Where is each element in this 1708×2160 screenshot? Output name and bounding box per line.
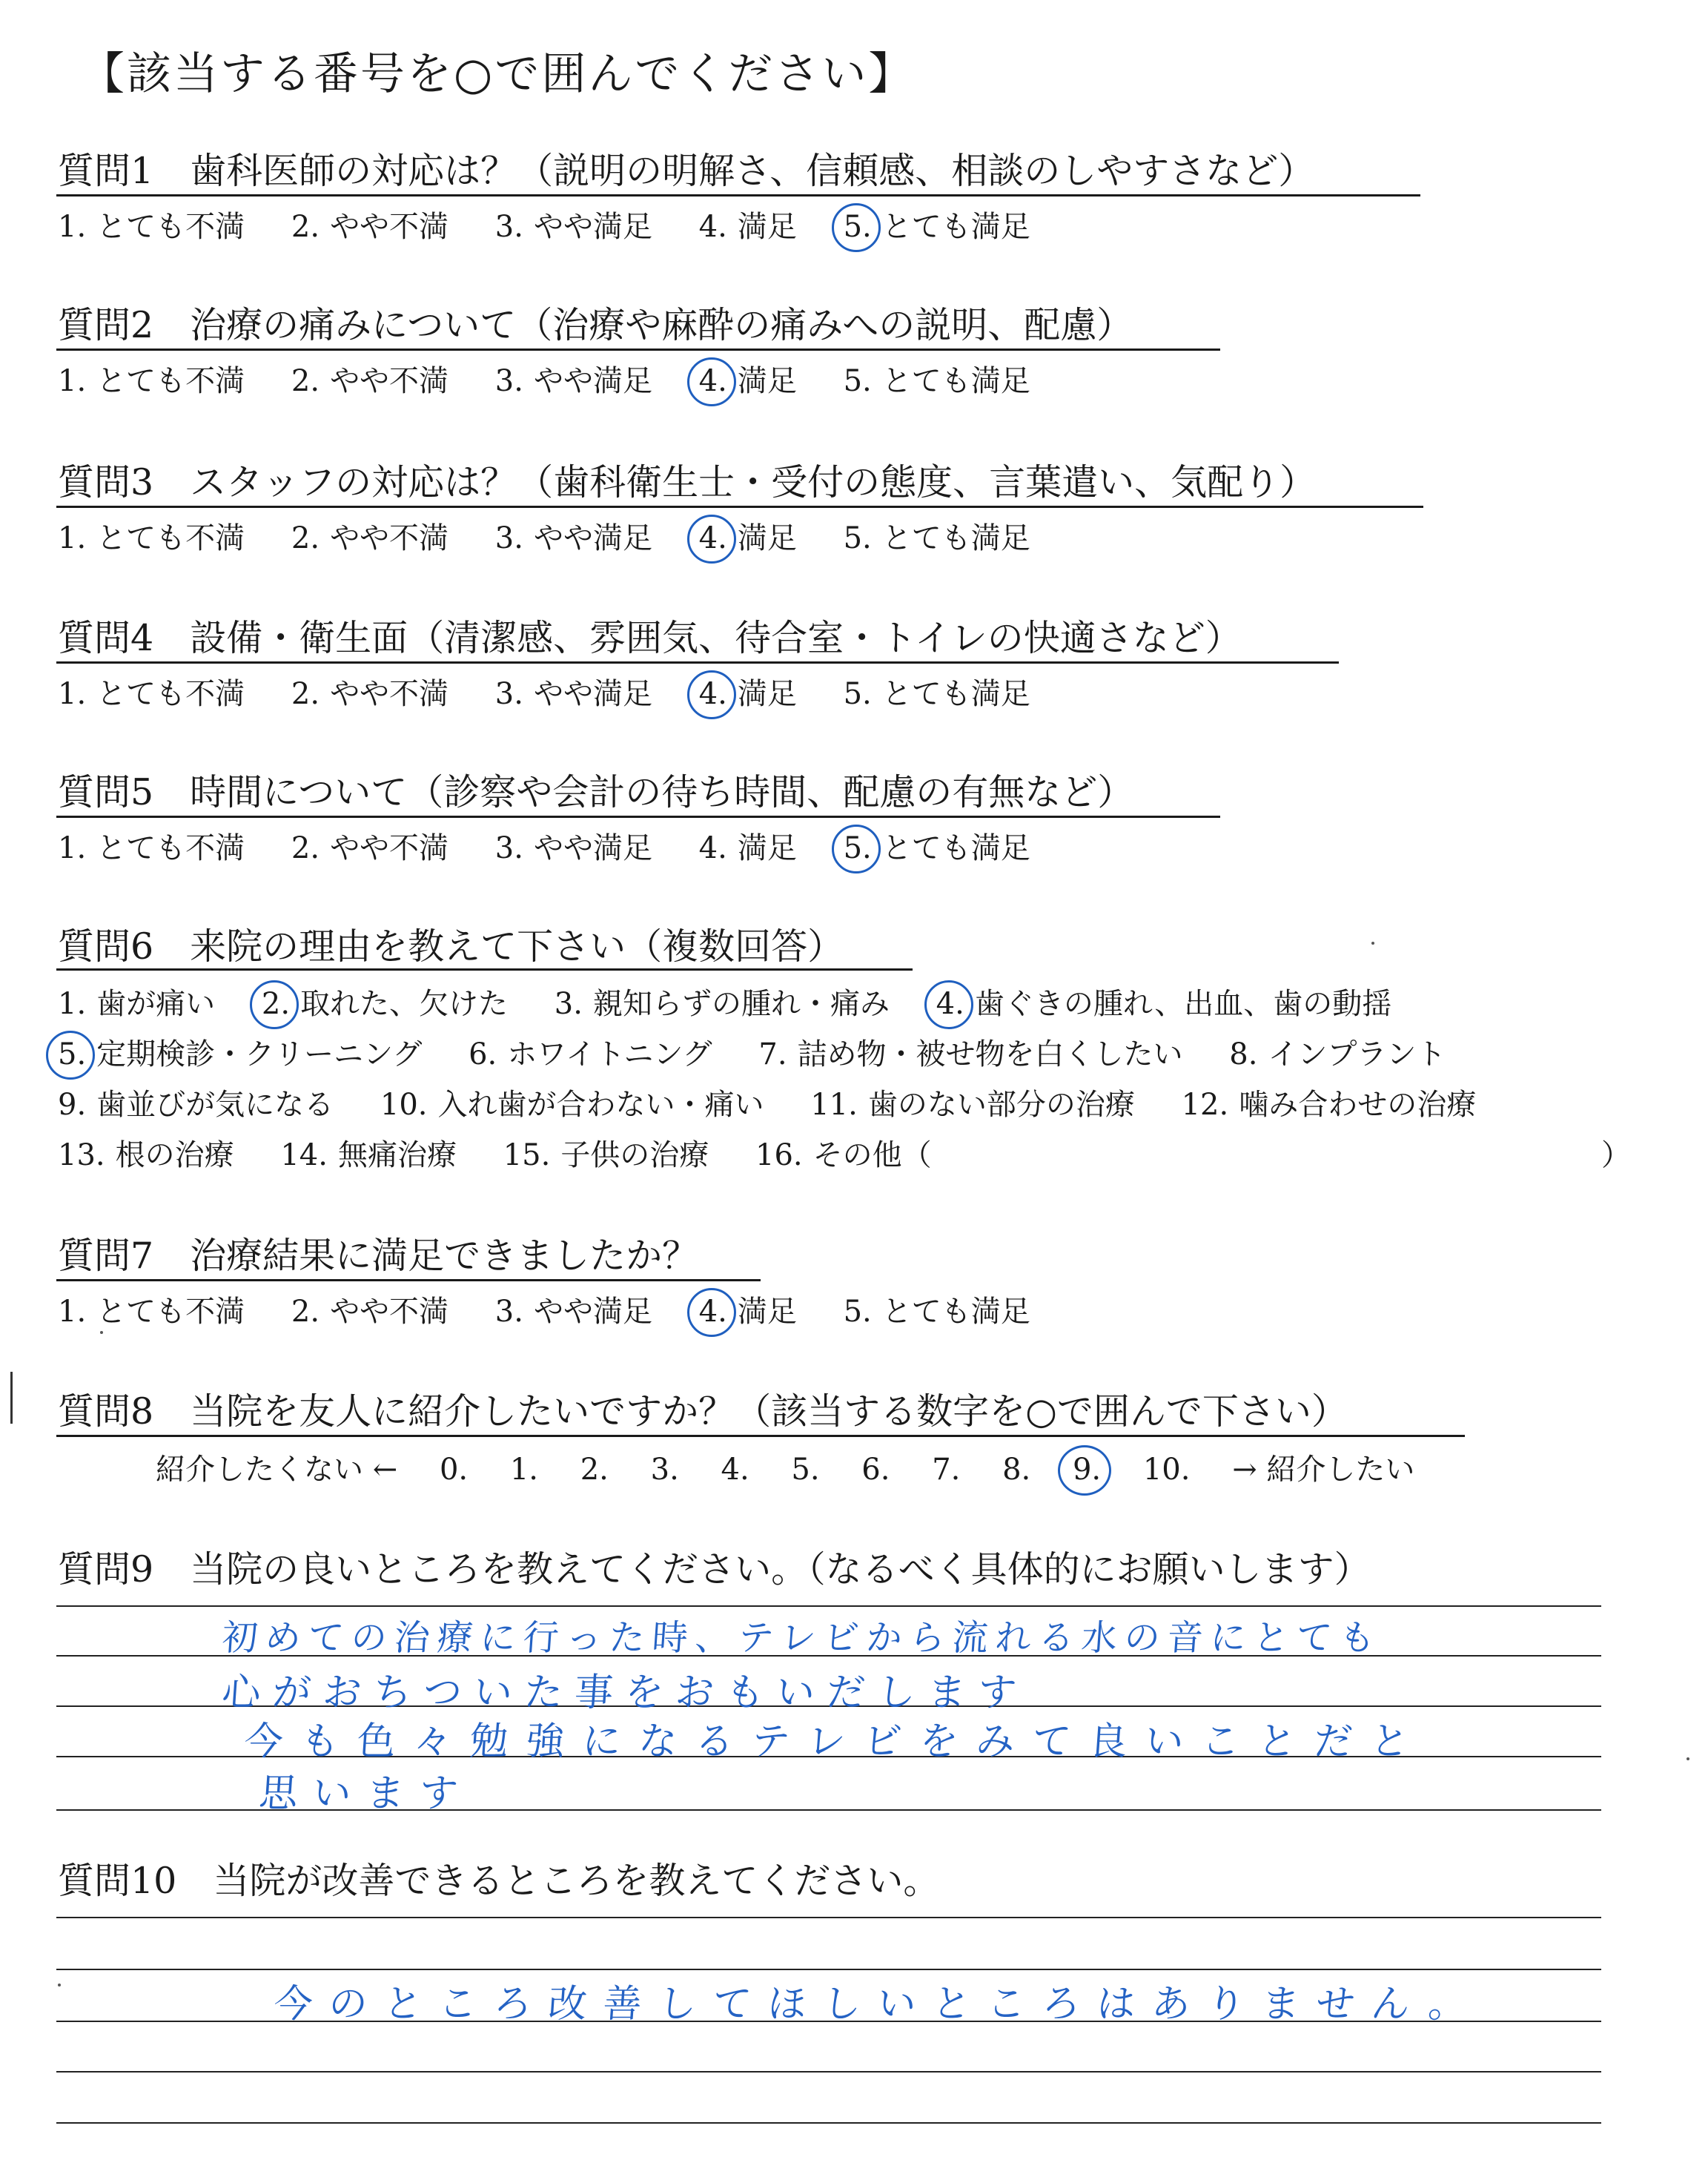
q8-value-0[interactable]: 0.: [439, 1453, 469, 1487]
q6-option-8[interactable]: 8. インプラント: [1229, 1037, 1446, 1071]
margin-mark: [10, 1372, 13, 1424]
question-5-options: [58, 825, 1068, 867]
q4-option-4-selected[interactable]: 4. 満足: [698, 677, 797, 711]
q8-left-label: 紹介したくない ←: [156, 1453, 398, 1487]
q2-option-2[interactable]: 2. やや不満: [291, 364, 449, 398]
q6-other-close-paren: ）: [1601, 1138, 1631, 1172]
question-6-heading: 質問6 来院の理由を教えて下さい（複数回答）: [58, 925, 844, 968]
q9-ruled-line-1: [56, 1605, 1601, 1607]
question-2-options: [58, 357, 1068, 400]
question-5-underline: [56, 816, 1220, 818]
q6-option-13[interactable]: 13. 根の治療: [58, 1138, 234, 1172]
question-6-row-4: [58, 1132, 969, 1174]
question-6-row-1: [58, 980, 1429, 1023]
q3-option-2[interactable]: 2. やや不満: [291, 521, 449, 555]
q6-option-12[interactable]: 12. 噛み合わせの治療: [1181, 1088, 1477, 1122]
q5-option-1[interactable]: 1. とても不満: [58, 831, 245, 865]
question-7-underline: [56, 1279, 761, 1281]
q8-value-10[interactable]: 10.: [1142, 1453, 1191, 1487]
q3-option-4-selected[interactable]: 4. 満足: [698, 521, 797, 555]
scan-speck: [58, 1984, 61, 1986]
q6-option-9[interactable]: 9. 歯並びが気になる: [58, 1088, 334, 1122]
question-9-heading: 質問9 当院の良いところを教えてください。（なるべく具体的にお願いします）: [58, 1548, 1371, 1591]
question-5-heading: 質問5 時間について（診察や会計の待ち時間、配慮の有無など）: [58, 771, 1134, 813]
question-8-underline: [56, 1435, 1465, 1437]
q1-option-1[interactable]: 1. とても不満: [58, 210, 245, 244]
q7-option-3[interactable]: 3. やや満足: [494, 1295, 652, 1329]
q8-value-3[interactable]: 3.: [650, 1453, 679, 1487]
q4-option-5[interactable]: 5. とても満足: [843, 677, 1030, 711]
page-title: 【該当する番号を○で囲んでください】: [80, 48, 916, 100]
q2-option-3[interactable]: 3. やや満足: [494, 364, 652, 398]
q7-option-4-selected[interactable]: 4. 満足: [698, 1295, 797, 1329]
question-6-underline: [56, 968, 913, 971]
q3-option-3[interactable]: 3. やや満足: [494, 521, 652, 555]
q10-answer-line-1[interactable]: 今のところ改善してほしいところはありません。: [272, 1982, 1485, 2027]
q3-option-1[interactable]: 1. とても不満: [58, 521, 245, 555]
scan-speck: [100, 1331, 103, 1334]
q6-option-10[interactable]: 10. 入れ歯が合わない・痛い: [380, 1088, 764, 1122]
q1-option-5-selected[interactable]: 5. とても満足: [843, 210, 1030, 244]
question-6-row-2: [58, 1031, 1483, 1073]
question-1-heading: 質問1 歯科医師の対応は？（説明の明解さ、信頼感、相談のしやすさなど）: [58, 150, 1315, 192]
q8-value-8[interactable]: 8.: [1002, 1453, 1031, 1487]
q10-ruled-line-4: [56, 2071, 1601, 2073]
q5-option-2[interactable]: 2. やや不満: [291, 831, 449, 865]
question-3-underline: [56, 506, 1423, 508]
scan-speck: [1371, 942, 1374, 945]
q9-answer-line-3[interactable]: 今も色々勉強になるテレビをみて良いことだと: [242, 1720, 1429, 1764]
q3-option-5[interactable]: 5. とても満足: [843, 521, 1030, 555]
question-4-heading: 質問4 設備・衛生面（清潔感、雰囲気、待合室・トイレの快適さなど）: [58, 617, 1242, 659]
question-3-heading: 質問3 スタッフの対応は？（歯科衛生士・受付の態度、言葉遣い、気配り）: [58, 461, 1317, 503]
question-7-options: [58, 1288, 1068, 1330]
q4-option-1[interactable]: 1. とても不満: [58, 677, 245, 711]
question-8-scale: [156, 1446, 1447, 1488]
q6-option-1[interactable]: 1. 歯が痛い: [58, 987, 216, 1021]
question-3-options: [58, 515, 1068, 557]
q6-option-15[interactable]: 15. 子供の治療: [503, 1138, 709, 1172]
q5-option-5-selected[interactable]: 5. とても満足: [843, 831, 1030, 865]
question-7-heading: 質問7 治療結果に満足できましたか？: [58, 1235, 699, 1277]
question-8-heading: 質問8 当院を友人に紹介したいですか？（該当する数字を○で囲んで下さい）: [58, 1390, 1348, 1433]
scan-speck: [1687, 1757, 1689, 1760]
q2-option-1[interactable]: 1. とても不満: [58, 364, 245, 398]
q8-right-label: → 紹介したい: [1232, 1453, 1415, 1487]
q10-ruled-line-2: [56, 1969, 1601, 1970]
question-1-options: [58, 203, 1068, 245]
q5-option-3[interactable]: 3. やや満足: [494, 831, 652, 865]
q6-option-11[interactable]: 11. 歯のない部分の治療: [810, 1088, 1135, 1122]
q8-value-6[interactable]: 6.: [861, 1453, 890, 1487]
q2-option-4-selected[interactable]: 4. 満足: [698, 364, 797, 398]
q2-option-5[interactable]: 5. とても満足: [843, 364, 1030, 398]
question-1-underline: [56, 194, 1420, 196]
q10-ruled-line-1: [56, 1917, 1601, 1918]
q6-option-14[interactable]: 14. 無痛治療: [280, 1138, 457, 1172]
q6-option-4-selected[interactable]: 4. 歯ぐきの腫れ、出血、歯の動揺: [936, 987, 1392, 1021]
q7-option-5[interactable]: 5. とても満足: [843, 1295, 1030, 1329]
question-6-row-3: [58, 1081, 1513, 1123]
q7-option-2[interactable]: 2. やや不満: [291, 1295, 449, 1329]
q8-value-2[interactable]: 2.: [580, 1453, 609, 1487]
question-10-heading: 質問10 当院が改善できるところを教えてください。: [58, 1860, 940, 1902]
q6-option-2-selected[interactable]: 2. 取れた、欠けた: [261, 987, 509, 1021]
q8-value-5[interactable]: 5.: [791, 1453, 820, 1487]
q9-answer-line-1[interactable]: 初めての治療に行った時、テレビから流れる水の音にとても: [220, 1617, 1384, 1659]
q6-option-7[interactable]: 7. 詰め物・被せ物を白くしたい: [758, 1037, 1183, 1071]
q9-answer-line-4[interactable]: 思います: [257, 1771, 474, 1816]
q4-option-2[interactable]: 2. やや不満: [291, 677, 449, 711]
q6-option-16[interactable]: 16. その他（: [755, 1138, 932, 1172]
q6-option-5-selected[interactable]: 5. 定期検診・クリーニング: [58, 1037, 423, 1071]
q10-ruled-line-5: [56, 2122, 1601, 2124]
q8-value-4[interactable]: 4.: [721, 1453, 749, 1487]
q7-option-1[interactable]: 1. とても不満: [58, 1295, 245, 1329]
q1-option-4[interactable]: 4. 満足: [698, 210, 797, 244]
question-2-heading: 質問2 治療の痛みについて（治療や麻酔の痛みへの説明、配慮）: [58, 304, 1133, 346]
q1-option-3[interactable]: 3. やや満足: [494, 210, 652, 244]
q4-option-3[interactable]: 3. やや満足: [494, 677, 652, 711]
q9-answer-line-2[interactable]: 心がおちついた事をおもいだします: [220, 1671, 1030, 1715]
q5-option-4[interactable]: 4. 満足: [698, 831, 797, 865]
question-2-underline: [56, 349, 1220, 351]
q6-option-6[interactable]: 6. ホワイトニング: [469, 1037, 712, 1071]
q8-value-1[interactable]: 1.: [509, 1453, 539, 1487]
q8-value-7[interactable]: 7.: [932, 1453, 961, 1487]
q1-option-2[interactable]: 2. やや不満: [291, 210, 449, 244]
q6-option-3[interactable]: 3. 親知らずの腫れ・痛み: [554, 987, 890, 1021]
question-4-options: [58, 670, 1068, 713]
question-4-underline: [56, 661, 1339, 664]
q8-value-9-selected[interactable]: 9.: [1072, 1453, 1102, 1487]
